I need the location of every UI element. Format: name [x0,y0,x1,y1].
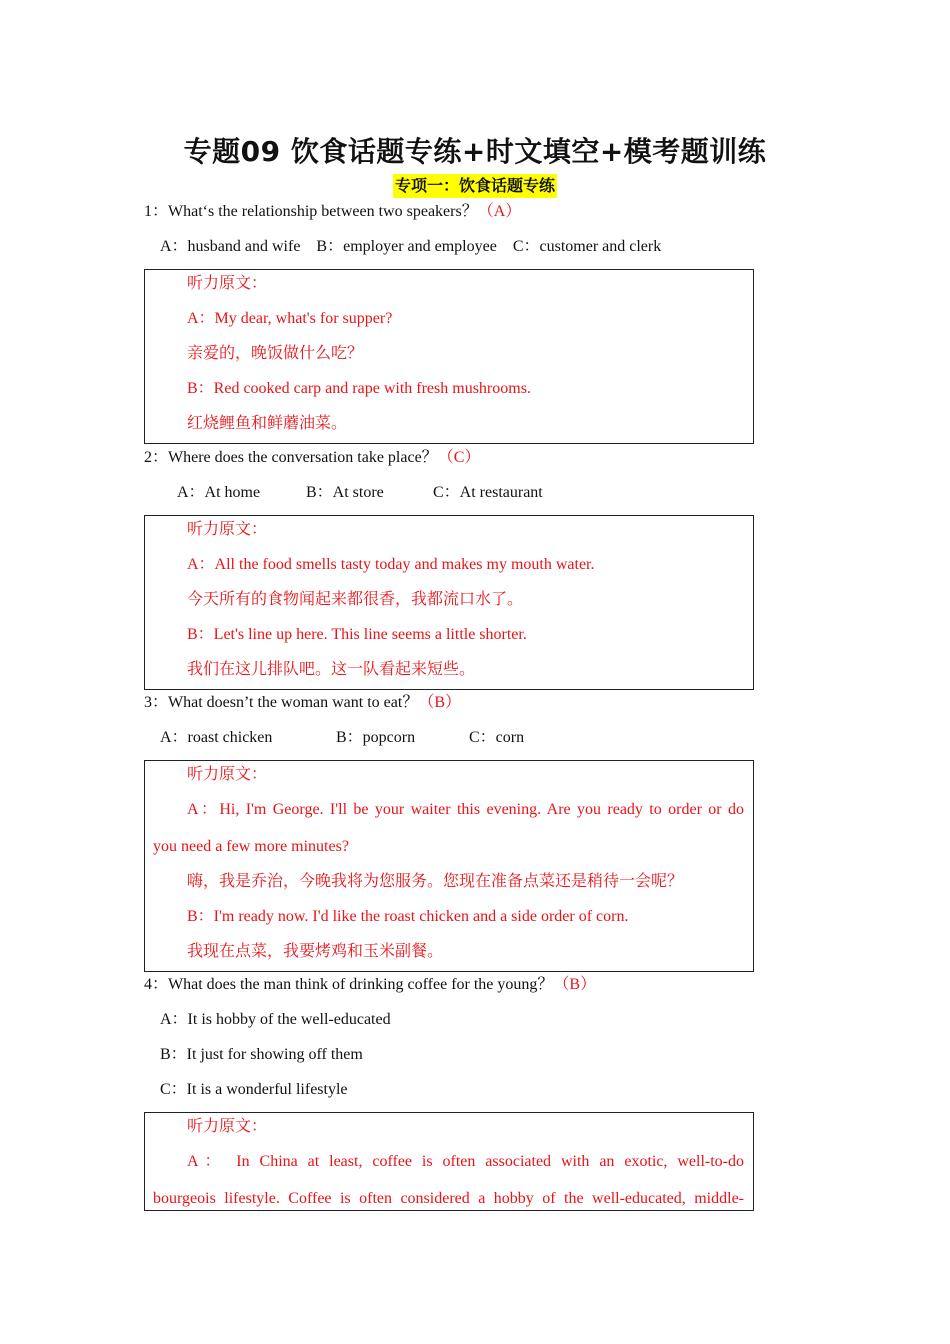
question-answer: （B） [418,694,462,711]
question-text: What does the man think of drinking coffee for the young？ [168,976,554,993]
option-c: C：It is a wonderful lifestyle [160,1081,348,1098]
option-b: B：popcorn [336,729,416,746]
transcript-line: 亲爱的，晚饭做什么吃？ [187,345,364,362]
question-3-options [160,728,524,748]
transcript-line: A：Hi, I'm George. I'll be your waiter this evening. Are you ready to order or do [187,801,744,818]
section-heading-wrap [0,174,950,198]
option-c: C：At restaurant [433,484,543,501]
option-a: A：roast chicken [160,729,273,746]
transcript-line: A：My dear, what's for supper? [187,310,393,327]
question-answer: （A） [477,203,522,220]
transcript-label: 听力原文： [187,521,268,538]
option-c: C：corn [469,729,525,746]
transcript-line: B：I'm ready now. I'd like the roast chicken and a side order of corn. [187,908,629,925]
question-text: Where does the conversation take place？ [168,449,438,466]
option-a: A：It is hobby of the well-educated [160,1011,391,1028]
transcript-box-4 [144,1112,754,1211]
transcript-line: 我现在点菜，我要烤鸡和玉米副餐。 [187,943,444,960]
question-3: 3：What doesn’t the woman want to eat？（B） [144,694,462,711]
question-number: 1 [144,203,152,220]
transcript-line: bourgeois lifestyle. Coffee is often considered a hobby of the well-educated, middle- [153,1190,744,1207]
question-answer: （C） [437,449,481,466]
question-2: 2：Where does the conversation take place？（C） [144,449,481,466]
question-2-options [177,483,543,503]
transcript-line: 嗨，我是乔治，今晚我将为您服务。您现在准备点菜还是稍待一会呢？ [187,873,684,890]
option-c: C：customer and clerk [512,238,662,255]
question-1: 1：What‘s the relationship between two speakers？（A） [144,203,522,220]
question-answer: （B） [553,976,597,993]
transcript-line: A：All the food smells tasty today and makes my mouth water. [187,556,595,573]
question-text: What doesn’t the woman want to eat？ [168,694,419,711]
transcript-line: 今天所有的食物闻起来都很香，我都流口水了。 [187,591,524,608]
transcript-line: B：Let's line up here. This line seems a little shorter. [187,626,527,643]
question-number: 4 [144,976,152,993]
option-b: B：At store [306,484,384,501]
page-title: 专题09 饮食话题专练+时文填空+模考题训练 [183,135,767,168]
option-b: B：It just for showing off them [160,1046,363,1063]
transcript-box-2 [144,515,754,690]
question-text: What‘s the relationship between two speakers？ [168,203,478,220]
question-number: 3 [144,694,152,711]
transcript-box-3 [144,760,754,972]
transcript-line: A： In China at least, coffee is often associated with an exotic, well-to-do [187,1153,744,1170]
option-a: A：husband and wife [160,238,301,255]
question-number: 2 [144,449,152,466]
transcript-line: 我们在这儿排队吧。这一队看起来短些。 [187,661,476,678]
option-a: A：At home [177,484,261,501]
transcript-label: 听力原文： [187,275,268,292]
question-1-options [160,237,661,257]
option-b: B：employer and employee [316,238,497,255]
transcript-box-1 [144,269,754,444]
question-4: 4：What does the man think of drinking coffee for the young？（B） [144,976,597,993]
section-heading: 专项一：饮食话题专练 [393,174,557,198]
transcript-label: 听力原文： [187,1118,268,1135]
transcript-line: 红烧鲤鱼和鲜蘑油菜。 [187,415,348,432]
transcript-line: B：Red cooked carp and rape with fresh mushrooms. [187,380,531,397]
transcript-line: you need a few more minutes? [153,838,349,855]
transcript-label: 听力原文： [187,766,268,783]
